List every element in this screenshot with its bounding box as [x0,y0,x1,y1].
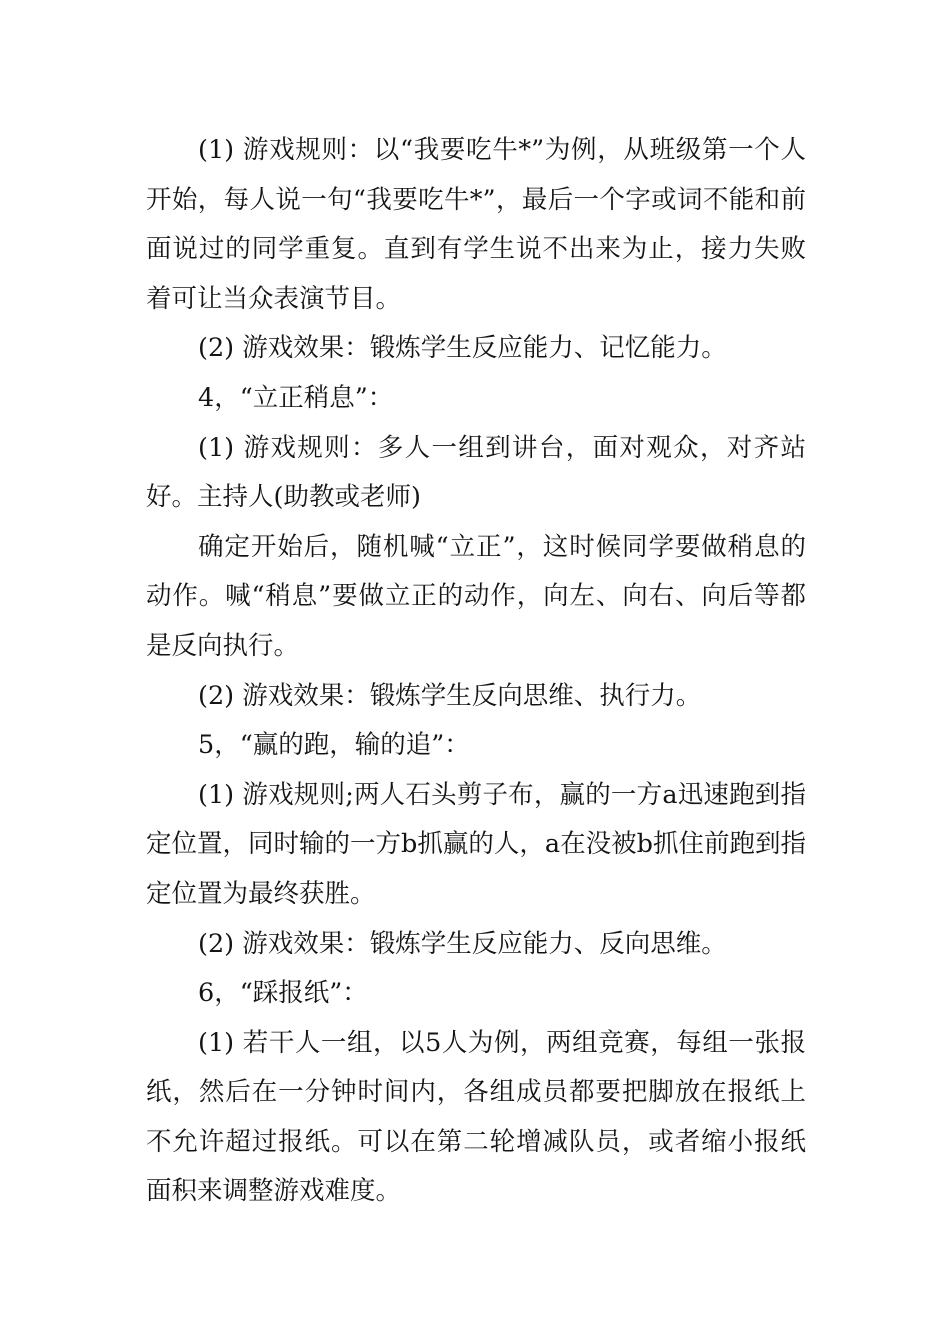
paragraph-game-effect-memory: (2) 游戏效果：锻炼学生反应能力、记忆能力。 [198,333,727,364]
document-body [146,126,806,1217]
heading-attention-at-ease: 4，“立正稍息”： [198,382,394,413]
heading-win-run-lose-chase: 5，“赢的跑，输的追”： [198,730,470,761]
paragraph-game-rule-eat: (1) 游戏规则：以“我要吃牛*”为例，从班级第一个人开始，每人说一句“我要吃牛*”，最后一个字或词不能和前面说过的同学重复。直到有学生说不出来为止，接力失败着可让当众表演节目。 [146,135,806,314]
heading-step-on-newspaper: 6，“踩报纸”： [198,978,368,1009]
paragraph-game-effect-reverse: (2) 游戏效果：锻炼学生反向思维、执行力。 [198,680,702,711]
paragraph-game-rule-attention: (1) 游戏规则：多人一组到讲台，面对观众，对齐站好。主持人(助教或老师) [146,432,806,513]
paragraph-game-rule-rps: (1) 游戏规则;两人石头剪子布，赢的一方a迅速跑到指定位置，同时输的一方b抓赢的人，a在没被b抓住前跑到指定位置为最终获胜。 [146,779,806,909]
paragraph-game-effect-reaction: (2) 游戏效果：锻炼学生反应能力、反向思维。 [198,928,727,959]
paragraph-game-rule-newspaper: (1) 若干人一组，以5人为例，两组竞赛，每组一张报纸，然后在一分钟时间内，各组成员都要把脚放在报纸上不允许超过报纸。可以在第二轮增减队员，或者缩小报纸面积来调整游戏难度。 [146,1027,806,1207]
paragraph-game-rule-attention-cont: 确定开始后，随机喊“立正”，这时候同学要做稍息的动作。喊“稍息”要做立正的动作，向左、向右、向后等都是反向执行。 [146,531,806,661]
